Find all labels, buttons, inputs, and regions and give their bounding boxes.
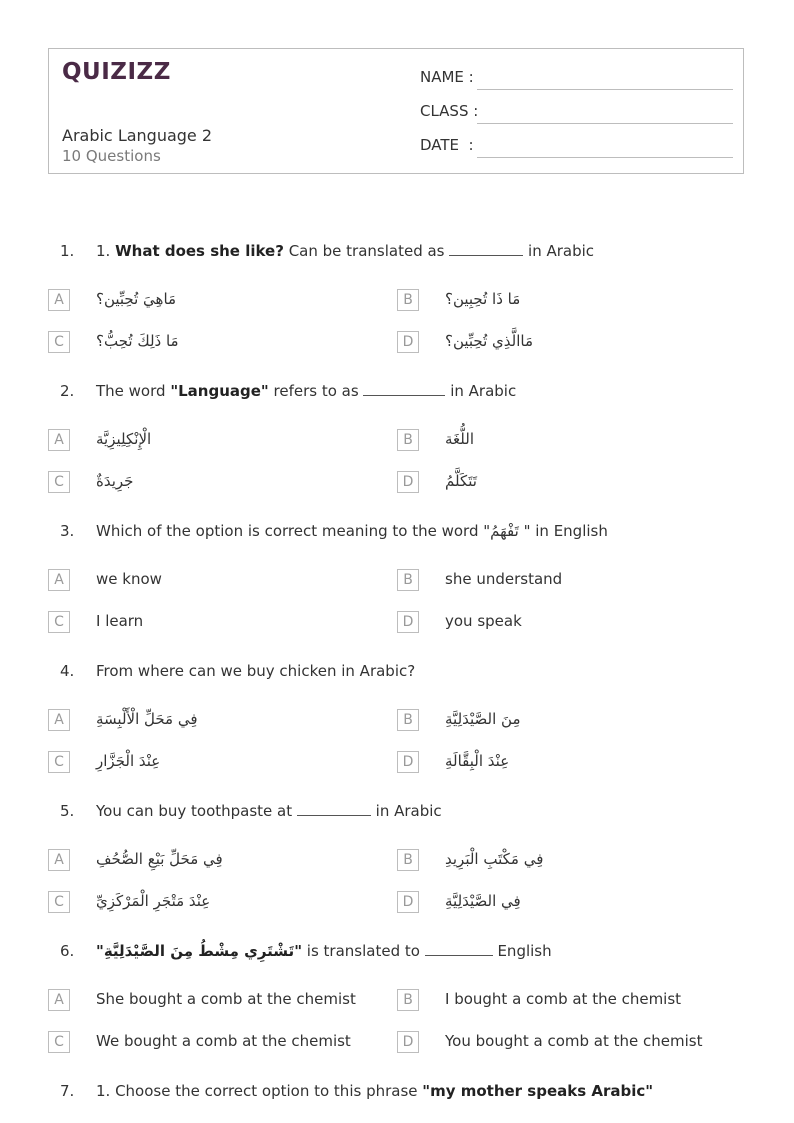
option-text: فِي مَكْتَبِ الْبَرِيدِ [445,850,544,868]
question-text: From where can we buy chicken in Arabic? [96,662,416,680]
option-text: مِنَ الصَّيْدَلِيَّةِ [445,710,521,728]
option-box-c[interactable]: C [48,751,70,773]
question-number: 1. [60,242,75,260]
option-text: We bought a comb at the chemist [96,1032,351,1050]
answer-blank [449,243,523,256]
option-box-c[interactable]: C [48,471,70,493]
option-text: عِنْدَ الْبِقَّالَةِ [445,752,510,770]
name-label: NAME : [420,68,474,86]
option-box-d[interactable]: D [397,611,419,633]
question-text: 1. What does she like? Can be translated as in Arabic [96,242,595,260]
answer-blank [425,943,493,956]
question-number: 7. [60,1082,75,1100]
option-text: فِي الصَّيْدَلِيَّةِ [445,892,521,910]
option-box-b[interactable]: B [397,289,419,311]
option-text: فِي مَحَلِّ الْأَلْبِسَةِ [96,710,198,728]
worksheet-title: Arabic Language 2 [62,126,213,145]
question-number: 3. [60,522,75,540]
option-text: مَا ذَا تُحِبِين؟ [445,290,521,308]
option-text: You bought a comb at the chemist [445,1032,703,1050]
option-text: جَرِيدَةٌ [96,472,134,490]
option-box-d[interactable]: D [397,751,419,773]
class-line[interactable] [477,123,733,124]
quizizz-logo: QUIZIZZ [62,59,171,85]
question-text: 1. Choose the correct option to this phrase "my mother speaks Arabic" [96,1082,654,1100]
option-text: مَاهِيَ تُحِبِّين؟ [96,290,177,308]
option-box-d[interactable]: D [397,891,419,913]
question-number: 4. [60,662,75,680]
option-text: عِنْدَ الْجَزَّارِ [96,752,161,770]
option-text: عِنْدَ مَتْجَرِ الْمَرْكَزِيِّ [96,892,211,910]
option-text: you speak [445,612,522,630]
option-box-c[interactable]: C [48,611,70,633]
answer-blank [297,803,371,816]
option-box-d[interactable]: D [397,331,419,353]
date-label: DATE : [420,136,474,154]
option-box-a[interactable]: A [48,289,70,311]
option-text: She bought a comb at the chemist [96,990,356,1008]
answer-blank [363,383,445,396]
option-text: she understand [445,570,563,588]
question-text: Which of the option is correct meaning to the word "تَفْهَمُ " in English [96,522,608,540]
option-box-d[interactable]: D [397,471,419,493]
option-text: مَا ذَلِكَ تُحِبُّ؟ [96,332,179,350]
date-line[interactable] [477,157,733,158]
option-text: I bought a comb at the chemist [445,990,682,1008]
question-number: 6. [60,942,75,960]
option-text: فِي مَحَلِّ بَيْعِ الصُّحُفِ [96,850,223,868]
option-box-a[interactable]: A [48,569,70,591]
class-label: CLASS : [420,102,479,120]
option-text: اللُّغَة [445,430,474,448]
option-box-c[interactable]: C [48,1031,70,1053]
option-box-a[interactable]: A [48,989,70,1011]
question-text: You can buy toothpaste at in Arabic [96,802,442,820]
question-number: 2. [60,382,75,400]
option-text: we know [96,570,162,588]
question-text: The word "Language" refers to as in Arabic [96,382,517,400]
question-number: 5. [60,802,75,820]
option-box-b[interactable]: B [397,429,419,451]
option-box-a[interactable]: A [48,709,70,731]
option-text: تَتَكَلَّمُ [445,472,477,490]
question-text: "تَشْتَرِي مِشْطُ مِنَ الصَّيْدَلِيَّةِ" is translated to English [96,942,552,960]
option-box-c[interactable]: C [48,891,70,913]
name-line[interactable] [477,89,733,90]
option-box-a[interactable]: A [48,429,70,451]
option-box-a[interactable]: A [48,849,70,871]
option-text: الْإِنْكِلِيزِيَّة [96,430,152,448]
option-box-d[interactable]: D [397,1031,419,1053]
option-text: I learn [96,612,144,630]
worksheet-header [48,48,744,174]
option-box-b[interactable]: B [397,989,419,1011]
option-text: مَاالَّذِي تُحِبِّين؟ [445,332,534,350]
option-box-c[interactable]: C [48,331,70,353]
option-box-b[interactable]: B [397,709,419,731]
option-box-b[interactable]: B [397,849,419,871]
question-count: 10 Questions [62,147,161,165]
option-box-b[interactable]: B [397,569,419,591]
